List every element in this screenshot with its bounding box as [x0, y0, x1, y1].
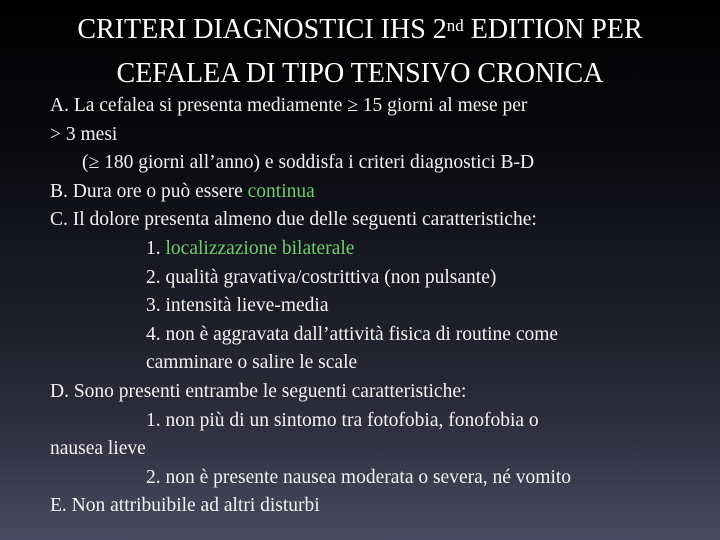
- criterion-c-item4-line2: camminare o salire le scale: [146, 352, 358, 374]
- criterion-d-item1-line2: nausea lieve: [50, 438, 146, 460]
- criteria-list: [50, 92, 710, 521]
- criterion-c-item1-number: 1.: [146, 237, 166, 259]
- criterion-c-item1: [50, 235, 710, 264]
- criterion-a-line1: A. La cefalea si presenta mediamente ≥ 15 giorni al mese per: [50, 95, 528, 116]
- criterion-b: [50, 178, 710, 207]
- title-line2: CEFALEA DI TIPO TENSIVO CRONICA: [116, 58, 604, 89]
- criterion-c-item1-highlight: localizzazione bilaterale: [165, 237, 355, 259]
- criterion-b-text: B. Dura ore o può essere: [50, 180, 248, 202]
- criterion-d-line1: D. Sono presenti entrambe le seguenti caratteristiche:: [50, 380, 467, 402]
- title-line1-end: EDITION PER: [463, 14, 643, 45]
- criterion-e: E. Non attribuibile ad altri disturbi: [50, 495, 320, 517]
- title-line1-text: CRITERI DIAGNOSTICI IHS 2: [77, 14, 447, 45]
- criterion-c-item4-line1: 4. non è aggravata dall’attività fisica di routine come: [146, 323, 559, 345]
- criterion-c-line1: C. Il dolore presenta almeno due delle seguenti caratteristiche:: [50, 209, 537, 231]
- title-superscript: nd: [446, 16, 464, 35]
- criterion-a-line3: (≥ 180 giorni all’anno) e soddisfa i criteri diagnostici B-D: [82, 152, 535, 174]
- criterion-b-highlight: continua: [247, 180, 315, 202]
- slide-title: [0, 8, 720, 96]
- criterion-a-line2: > 3 mesi: [50, 123, 118, 145]
- title-line1: [77, 14, 642, 45]
- criterion-c-item2: 2. qualità gravativa/costrittiva (non pulsante): [146, 266, 497, 288]
- criterion-c-item3: 3. intensità lieve-media: [146, 295, 329, 317]
- criterion-d-item1-line1: 1. non più di un sintomo tra fotofobia, fonofobia o: [146, 409, 539, 431]
- criterion-d-item2: 2. non è presente nausea moderata o severa, né vomito: [146, 466, 572, 488]
